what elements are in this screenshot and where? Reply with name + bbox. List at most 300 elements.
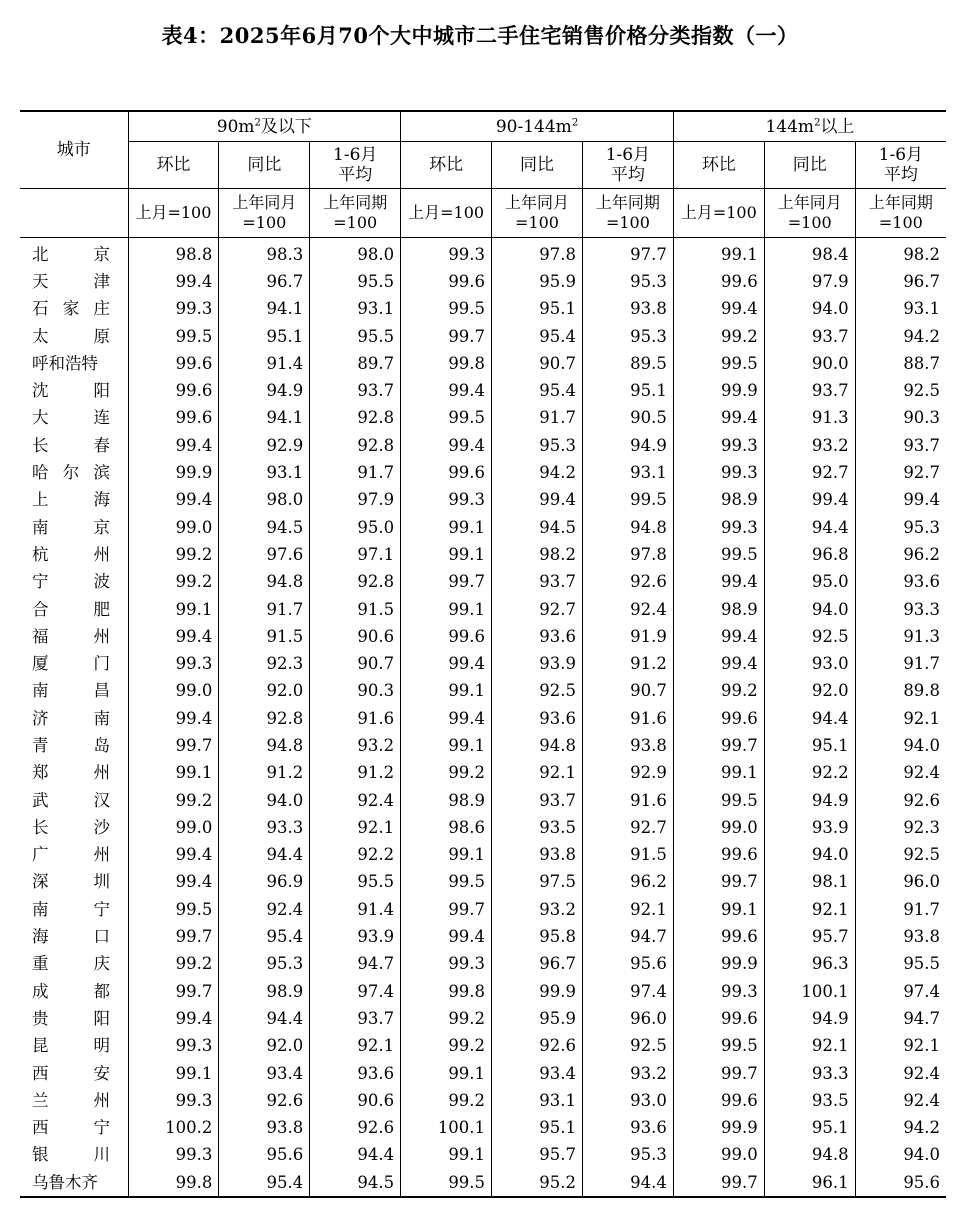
value-cell: 99.7 [673,869,764,896]
table-row [20,296,946,323]
value-cell: 99.6 [673,1005,764,1032]
value-cell: 93.7 [492,569,583,596]
value-cell: 99.6 [401,268,492,295]
sub-header-cell: 同比 [492,142,583,189]
value-cell: 93.7 [764,323,855,350]
value-cell: 94.4 [764,705,855,732]
table-row [20,678,946,705]
value-cell: 97.6 [219,541,310,568]
value-cell: 93.6 [855,569,946,596]
city-cell: 贵阳 [32,1008,110,1028]
city-column-header: 城市 [20,111,128,189]
value-cell: 92.2 [764,760,855,787]
value-cell: 88.7 [855,350,946,377]
value-cell: 93.2 [492,896,583,923]
value-cell: 99.4 [673,405,764,432]
value-cell: 95.4 [492,323,583,350]
table-row [20,1169,946,1197]
table-row [20,1115,946,1142]
value-cell: 95.5 [310,869,401,896]
value-cell: 90.7 [582,678,673,705]
value-cell: 92.0 [764,678,855,705]
value-cell: 94.8 [219,569,310,596]
value-cell: 92.1 [855,1033,946,1060]
value-cell: 95.1 [492,1115,583,1142]
value-cell: 94.8 [492,732,583,759]
value-cell: 99.0 [673,814,764,841]
value-cell: 92.9 [219,432,310,459]
value-cell: 99.4 [855,487,946,514]
value-cell: 99.4 [128,487,219,514]
value-cell: 92.4 [855,1087,946,1114]
value-cell: 99.4 [128,623,219,650]
table-row [20,323,946,350]
value-cell: 92.1 [310,1033,401,1060]
city-cell: 南宁 [32,899,110,919]
group-header-row [20,111,946,142]
value-cell: 97.5 [492,869,583,896]
value-cell: 95.8 [492,923,583,950]
value-cell: 99.8 [401,978,492,1005]
value-cell: 92.7 [582,814,673,841]
city-cell: 上海 [32,490,110,510]
sub-header-cell: 环比 [128,142,219,189]
table-row [20,1060,946,1087]
value-cell: 99.1 [401,1142,492,1169]
value-cell: 91.7 [855,650,946,677]
value-cell: 93.3 [855,596,946,623]
value-cell: 93.5 [492,814,583,841]
value-cell: 99.0 [128,514,219,541]
value-cell: 91.7 [310,459,401,486]
value-cell: 92.5 [855,842,946,869]
value-cell: 95.9 [492,1005,583,1032]
value-cell: 92.4 [219,896,310,923]
value-cell: 99.1 [128,760,219,787]
value-cell: 99.1 [128,596,219,623]
value-cell: 99.4 [673,296,764,323]
table-body [20,238,946,1198]
value-cell: 92.0 [219,1033,310,1060]
value-cell: 91.5 [219,623,310,650]
table-row [20,842,946,869]
city-header-blank [20,189,128,238]
table-row [20,541,946,568]
table-row [20,869,946,896]
value-cell: 93.8 [582,732,673,759]
value-cell: 93.1 [855,296,946,323]
value-cell: 92.3 [855,814,946,841]
value-cell: 94.4 [310,1142,401,1169]
value-cell: 99.6 [401,459,492,486]
value-cell: 99.9 [492,978,583,1005]
table-row [20,432,946,459]
value-cell: 95.3 [492,432,583,459]
value-cell: 99.4 [128,268,219,295]
value-cell: 98.9 [673,596,764,623]
value-cell: 94.4 [764,514,855,541]
value-cell: 99.6 [128,350,219,377]
value-cell: 96.2 [855,541,946,568]
base-header-cell: 上年同期 =100 [855,189,946,238]
value-cell: 99.3 [401,951,492,978]
value-cell: 90.6 [310,623,401,650]
value-cell: 93.2 [582,1060,673,1087]
value-cell: 99.7 [401,896,492,923]
city-cell: 兰州 [32,1090,110,1110]
city-cell: 深圳 [32,872,110,892]
value-cell: 99.3 [401,487,492,514]
city-cell: 福州 [32,626,110,646]
table-row [20,350,946,377]
value-cell: 91.7 [492,405,583,432]
value-cell: 94.7 [855,1005,946,1032]
sub-header-cell: 1-6月 平均 [855,142,946,189]
value-cell: 95.1 [219,323,310,350]
value-cell: 89.5 [582,350,673,377]
value-cell: 99.5 [401,1169,492,1197]
value-cell: 99.4 [128,842,219,869]
value-cell: 94.5 [219,514,310,541]
value-cell: 99.7 [673,1060,764,1087]
value-cell: 99.4 [401,432,492,459]
value-cell: 99.2 [401,1087,492,1114]
value-cell: 91.7 [219,596,310,623]
value-cell: 94.8 [764,1142,855,1169]
value-cell: 94.9 [582,432,673,459]
value-cell: 94.0 [219,787,310,814]
value-cell: 91.2 [219,760,310,787]
value-cell: 96.7 [219,268,310,295]
value-cell: 99.2 [673,678,764,705]
value-cell: 94.7 [310,951,401,978]
value-cell: 95.0 [310,514,401,541]
value-cell: 92.6 [219,1087,310,1114]
value-cell: 93.0 [582,1087,673,1114]
value-cell: 99.9 [673,951,764,978]
city-cell: 长春 [32,435,110,455]
value-cell: 99.5 [673,350,764,377]
value-cell: 99.1 [673,238,764,269]
value-cell: 99.6 [128,377,219,404]
value-cell: 92.1 [764,1033,855,1060]
value-cell: 94.2 [492,459,583,486]
value-cell: 92.1 [582,896,673,923]
value-cell: 95.3 [219,951,310,978]
value-cell: 95.1 [492,296,583,323]
value-cell: 92.6 [310,1115,401,1142]
table-row [20,896,946,923]
value-cell: 99.9 [673,1115,764,1142]
value-cell: 99.4 [128,1005,219,1032]
value-cell: 92.8 [219,705,310,732]
value-cell: 94.0 [764,842,855,869]
value-cell: 94.0 [764,296,855,323]
city-cell: 哈尔滨 [32,463,110,483]
value-cell: 92.1 [855,705,946,732]
value-cell: 97.4 [582,978,673,1005]
value-cell: 100.1 [401,1115,492,1142]
value-cell: 92.7 [764,459,855,486]
value-cell: 93.0 [764,650,855,677]
table-row [20,514,946,541]
city-cell: 重庆 [32,954,110,974]
value-cell: 94.7 [582,923,673,950]
value-cell: 99.3 [673,978,764,1005]
value-cell: 99.6 [673,842,764,869]
table-row [20,650,946,677]
value-cell: 92.4 [855,1060,946,1087]
sub-header-cell: 环比 [673,142,764,189]
value-cell: 99.5 [673,541,764,568]
value-cell: 93.7 [310,1005,401,1032]
value-cell: 93.7 [492,787,583,814]
city-cell: 呼和浩特 [32,353,98,373]
value-cell: 91.4 [219,350,310,377]
value-cell: 99.3 [128,1033,219,1060]
value-cell: 95.4 [219,1169,310,1197]
superscript: 2 [571,116,579,128]
city-cell: 广州 [32,845,110,865]
value-cell: 99.4 [673,569,764,596]
value-cell: 99.7 [128,978,219,1005]
value-cell: 95.4 [492,377,583,404]
value-cell: 99.5 [128,896,219,923]
value-cell: 94.0 [764,596,855,623]
value-cell: 99.2 [401,1033,492,1060]
city-cell: 济南 [32,708,110,728]
value-cell: 94.1 [219,405,310,432]
base-header-row [20,189,946,238]
value-cell: 99.6 [673,1087,764,1114]
value-cell: 91.6 [582,705,673,732]
table-row [20,238,946,269]
group-header-medium: $90-144m^2$ [401,111,674,142]
value-cell: 94.9 [764,787,855,814]
value-cell: 92.5 [582,1033,673,1060]
value-cell: 95.5 [310,323,401,350]
value-cell: 99.3 [128,296,219,323]
value-cell: 93.9 [764,814,855,841]
value-cell: 98.1 [764,869,855,896]
city-cell: 杭州 [32,544,110,564]
city-cell: 厦门 [32,654,110,674]
value-cell: 99.3 [128,650,219,677]
base-header-cell: 上月=100 [401,189,492,238]
value-cell: 93.5 [764,1087,855,1114]
group-header-small: $90m^2$及以下 [128,111,401,142]
value-cell: 99.1 [128,1060,219,1087]
table-row [20,760,946,787]
base-header-cell: 上年同月 =100 [764,189,855,238]
value-cell: 99.8 [128,1169,219,1197]
value-cell: 92.3 [219,650,310,677]
value-cell: 99.4 [673,650,764,677]
table-row [20,787,946,814]
value-cell: 93.9 [492,650,583,677]
city-cell: 石家庄 [32,299,110,319]
value-cell: 94.0 [855,1142,946,1169]
value-cell: 94.4 [582,1169,673,1197]
sub-header-cell: 环比 [401,142,492,189]
value-cell: 93.6 [582,1115,673,1142]
value-cell: 97.4 [855,978,946,1005]
value-cell: 97.7 [582,238,673,269]
table-row [20,1087,946,1114]
value-cell: 99.2 [128,787,219,814]
city-cell: 西宁 [32,1118,110,1138]
table-row [20,705,946,732]
value-cell: 95.7 [764,923,855,950]
value-cell: 99.7 [128,732,219,759]
value-cell: 92.4 [310,787,401,814]
value-cell: 99.4 [128,705,219,732]
value-cell: 92.6 [855,787,946,814]
city-cell: 青岛 [32,735,110,755]
city-cell: 天津 [32,271,110,291]
value-cell: 95.6 [219,1142,310,1169]
value-cell: 93.7 [855,432,946,459]
value-cell: 99.4 [401,377,492,404]
value-cell: 90.6 [310,1087,401,1114]
value-cell: 99.3 [128,1087,219,1114]
value-cell: 99.5 [128,323,219,350]
value-cell: 99.2 [128,951,219,978]
value-cell: 99.1 [401,732,492,759]
value-cell: 91.6 [310,705,401,732]
value-cell: 95.3 [855,514,946,541]
page-title: 表4：2025年6月70个大中城市二手住宅销售价格分类指数（一） [161,23,799,48]
value-cell: 99.5 [582,487,673,514]
value-cell: 98.9 [219,978,310,1005]
value-cell: 92.4 [855,760,946,787]
value-cell: 97.4 [310,978,401,1005]
value-cell: 92.6 [492,1033,583,1060]
value-cell: 92.6 [582,569,673,596]
value-cell: 99.3 [128,1142,219,1169]
value-cell: 96.0 [582,1005,673,1032]
city-cell: 银川 [32,1145,110,1165]
value-cell: 96.3 [764,951,855,978]
value-cell: 94.4 [219,1005,310,1032]
value-cell: 99.3 [401,238,492,269]
value-cell: 95.7 [492,1142,583,1169]
value-cell: 99.1 [401,514,492,541]
base-header-cell: 上月=100 [673,189,764,238]
value-cell: 99.7 [673,1169,764,1197]
table-row [20,732,946,759]
value-cell: 95.1 [764,732,855,759]
value-cell: 93.8 [219,1115,310,1142]
value-cell: 90.5 [582,405,673,432]
value-cell: 96.8 [764,541,855,568]
value-cell: 94.5 [310,1169,401,1197]
value-cell: 93.3 [219,814,310,841]
value-cell: 95.4 [219,923,310,950]
value-cell: 91.5 [582,842,673,869]
value-cell: 98.2 [855,238,946,269]
city-cell: 大连 [32,408,110,428]
value-cell: 96.1 [764,1169,855,1197]
value-cell: 90.3 [855,405,946,432]
value-cell: 93.4 [492,1060,583,1087]
value-cell: 90.7 [310,650,401,677]
base-header-cell: 上年同期 =100 [310,189,401,238]
city-cell: 乌鲁木齐 [32,1172,98,1192]
value-cell: 93.2 [764,432,855,459]
city-cell: 昆明 [32,1036,110,1056]
value-cell: 91.3 [764,405,855,432]
value-cell: 94.8 [219,732,310,759]
sub-header-row [20,142,946,189]
value-cell: 92.9 [582,760,673,787]
value-cell: 91.4 [310,896,401,923]
value-cell: 93.3 [764,1060,855,1087]
city-cell: 合肥 [32,599,110,619]
value-cell: 96.2 [582,869,673,896]
value-cell: 91.7 [855,896,946,923]
value-cell: 94.2 [855,323,946,350]
price-index-table [20,110,946,1198]
value-cell: 99.3 [673,432,764,459]
value-cell: 95.9 [492,268,583,295]
value-cell: 95.1 [764,1115,855,1142]
value-cell: 91.6 [582,787,673,814]
value-cell: 96.9 [219,869,310,896]
value-cell: 95.1 [582,377,673,404]
value-cell: 96.0 [855,869,946,896]
value-cell: 99.0 [673,1142,764,1169]
value-cell: 93.1 [219,459,310,486]
value-cell: 98.0 [219,487,310,514]
value-cell: 98.3 [219,238,310,269]
table-row [20,923,946,950]
value-cell: 94.9 [764,1005,855,1032]
value-cell: 94.8 [582,514,673,541]
value-cell: 99.9 [673,377,764,404]
value-cell: 99.8 [401,350,492,377]
city-cell: 武汉 [32,790,110,810]
value-cell: 99.5 [401,869,492,896]
value-cell: 95.5 [310,268,401,295]
value-cell: 99.7 [128,923,219,950]
value-cell: 93.1 [492,1087,583,1114]
value-cell: 99.7 [401,323,492,350]
value-cell: 91.2 [310,760,401,787]
superscript: 2 [254,116,261,128]
value-cell: 92.7 [855,459,946,486]
value-cell: 89.7 [310,350,401,377]
value-cell: 92.1 [492,760,583,787]
value-cell: 98.2 [492,541,583,568]
city-cell: 北京 [32,244,110,264]
value-cell: 96.7 [855,268,946,295]
value-cell: 92.1 [764,896,855,923]
sub-header-cell: 1-6月 平均 [582,142,673,189]
value-cell: 92.8 [310,432,401,459]
value-cell: 99.2 [401,1005,492,1032]
sub-header-cell: 同比 [764,142,855,189]
table-row [20,1142,946,1169]
value-cell: 99.4 [764,487,855,514]
table-row [20,1033,946,1060]
base-header-cell: 上月=100 [128,189,219,238]
value-cell: 96.7 [492,951,583,978]
value-cell: 99.2 [401,760,492,787]
value-cell: 99.1 [673,896,764,923]
value-cell: 99.2 [128,541,219,568]
value-cell: 99.0 [128,678,219,705]
